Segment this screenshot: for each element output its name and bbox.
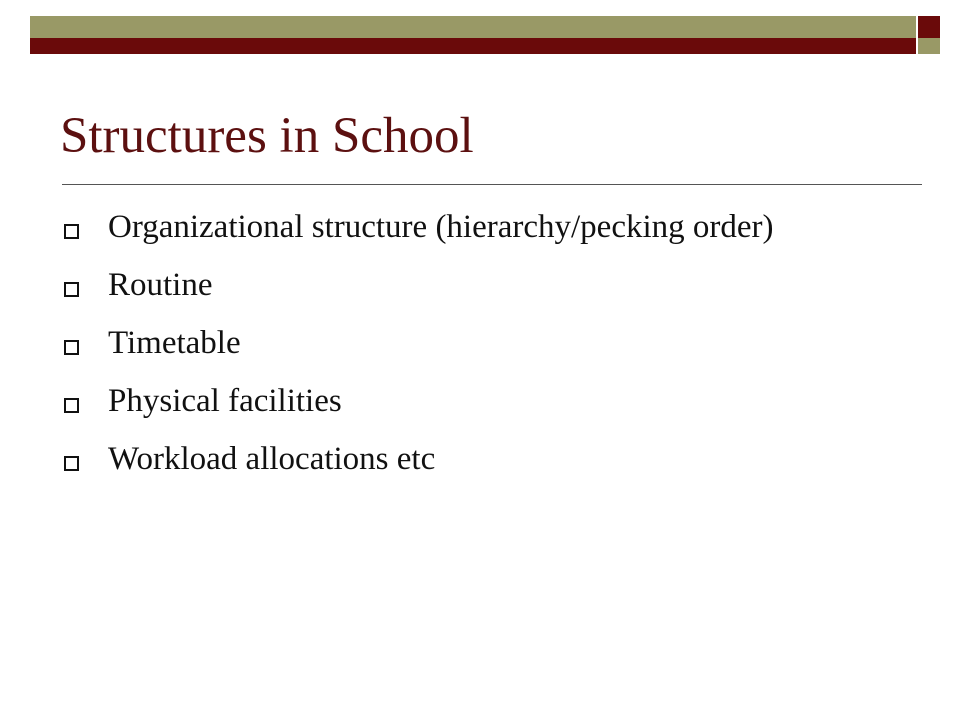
slide-title: Structures in School	[60, 108, 474, 164]
bullet-item	[64, 436, 864, 482]
hollow-square-bullet-icon	[64, 282, 79, 297]
corner-olive-block	[918, 38, 940, 54]
bullet-item	[64, 378, 864, 424]
hollow-square-bullet-icon	[64, 398, 79, 413]
bullet-text: Physical facilities	[108, 383, 342, 419]
hollow-square-bullet-icon	[64, 224, 79, 239]
bullet-list	[64, 204, 864, 494]
hollow-square-bullet-icon	[64, 456, 79, 471]
bullet-item	[64, 262, 864, 308]
bullet-text: Routine	[108, 267, 213, 303]
bullet-text: Timetable	[108, 325, 241, 361]
top-olive-bar	[30, 16, 916, 38]
bullet-text: Organizational structure (hierarchy/pecking order)	[108, 209, 774, 245]
bullet-item	[64, 204, 864, 250]
bullet-item	[64, 320, 864, 366]
hollow-square-bullet-icon	[64, 340, 79, 355]
top-maroon-bar	[30, 38, 916, 54]
bullet-text: Workload allocations etc	[108, 441, 436, 477]
corner-maroon-block	[918, 16, 940, 38]
title-underline	[62, 184, 922, 185]
